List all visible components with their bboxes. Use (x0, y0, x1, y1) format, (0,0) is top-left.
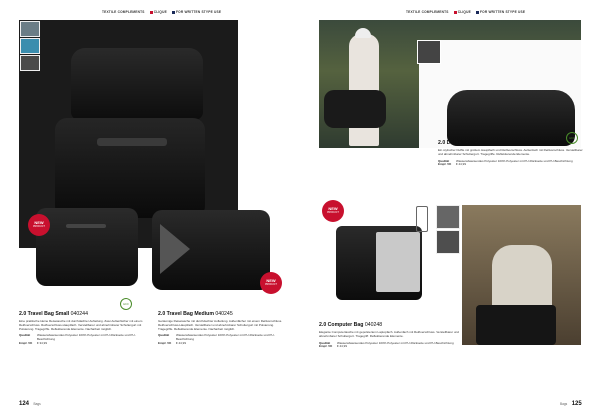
travel-bag-medium-image (152, 210, 270, 290)
eco-label: ECO (123, 302, 129, 306)
product-description: Geräumige Reisetasche mit durchdachter Aufteilung. Außenfächer mit einem Reißverschluss. Reißverschluss-Hauptfach. Verstellbarer und abnehmbarer Schultergurt mit Polsterung. Tragegriffe. Reflektierende Elemente. Nacharbeit möglich. (158, 319, 283, 331)
product-title (19, 311, 144, 317)
detail-swatch (417, 40, 441, 64)
header-left (102, 10, 221, 14)
product-name: 2.0 Travel Bag Medium (158, 311, 214, 317)
spec-row (438, 163, 583, 167)
header-brand3: FOR WRITTEN STYPE USE (176, 10, 222, 14)
spec-value: € 44,99 (337, 344, 348, 349)
spec-key: Empf. VK (158, 340, 172, 345)
tablet-icon (416, 206, 428, 232)
duffle-carried (324, 90, 386, 128)
product-computer-block (319, 322, 459, 349)
spec-value: Wasserabweisendes Polyester 100% Polyester mit PU-Rückseite und PU-Beschichtung (337, 340, 454, 345)
footer-left (19, 392, 41, 410)
footer-right (560, 392, 582, 410)
page-number: 125 (571, 401, 582, 407)
spec-row (158, 342, 283, 346)
spec-key: Qualität (19, 333, 31, 338)
detail-swatch (20, 21, 40, 37)
badge-label: NEW (34, 220, 44, 225)
cap-shape (355, 28, 371, 38)
page-section: Bags (33, 402, 41, 406)
product-name: 2.0 Duffle (438, 140, 462, 146)
product-small-block (19, 311, 144, 346)
header-right (406, 10, 525, 14)
page-number: 124 (19, 401, 30, 407)
badge-label: NEW (328, 206, 338, 211)
spec-value: Wasserabweisendes Polyester 100% Polyester mit PU-Rückseite und PU-Beschichtung (37, 333, 136, 342)
product-title (319, 322, 459, 328)
bag-shape (55, 118, 205, 218)
product-title (158, 311, 283, 317)
eco-label: ECO (569, 136, 575, 140)
spec-value: Wasserabweisendes Polyester 100% Polyester mit PU-Rückseite und PU-Beschichtung (456, 158, 573, 163)
new-product-badge (28, 214, 50, 236)
badge-sub: PRODUCT (33, 225, 45, 228)
product-description: Ein stylischer Duffle mit großem Hauptfach und Reißverschluss. Außenfach mit Reißverschluss. Verstellbarer und abnehmbarer Schultergurt. Tragegriffe. Reflektierende Elemente. (438, 148, 583, 156)
duffle-image (447, 90, 575, 146)
product-name: 2.0 Computer Bag (319, 322, 364, 328)
computer-bag-lifestyle-photo (462, 205, 581, 345)
badge-label: NEW (266, 278, 276, 283)
spec-value: € 34,99 (37, 340, 48, 345)
header-brand: TEXTILE COMPLEMENTS (406, 10, 449, 14)
badge-sub: PRODUCT (327, 211, 339, 214)
bag-shape (71, 48, 203, 120)
spec-value: Wasserabweisendes Polyester 100% Polyester mit PU-Rückseite und PU-Beschichtung (176, 333, 275, 342)
product-duffle-block (438, 140, 583, 167)
bag-panel (160, 224, 190, 274)
spec-key: Empf. VK (319, 344, 333, 349)
flag-icon (150, 11, 153, 14)
detail-swatch (20, 55, 40, 71)
header-brand3: FOR WRITTEN STYPE USE (480, 10, 526, 14)
header-brand2: CLIQUE (457, 10, 471, 14)
badge-sub: PRODUCT (265, 283, 277, 286)
computer-bag-image (336, 226, 422, 300)
detail-swatch (20, 38, 40, 54)
eco-icon (120, 298, 132, 310)
product-description: Eine praktische kleine Reisetasche mit durchdachter Aufteilung. Zwei Außenfächer mit einem Reißverschluss. Reißverschluss-Hauptfach. Verstellbarer und abnehmbarer Schultergurt mit Polsterung. Tragegriffe. Reflektierende Elemente. Nacharbeit möglich. (19, 319, 143, 331)
product-code: 040248 (364, 322, 383, 328)
laptop-sleeve (376, 232, 420, 292)
header-brand: TEXTILE COMPLEMENTS (102, 10, 145, 14)
new-product-badge (260, 272, 282, 294)
spec-key: Empf. VK (19, 340, 33, 345)
travel-bag-small-image (36, 208, 138, 286)
flag-icon (172, 11, 175, 14)
duffle-lifestyle-photo (319, 20, 581, 148)
bag-handle (66, 224, 106, 228)
product-code: 040246 (462, 140, 481, 146)
product-code: 040244 (70, 311, 88, 317)
product-title (438, 140, 583, 146)
spec-value: € 44,99 (456, 162, 467, 167)
page-section: Bags (560, 402, 568, 406)
spec-key: Qualität (438, 158, 450, 163)
computer-bag-carried (476, 305, 556, 345)
spec-key: Empf. VK (438, 162, 452, 167)
spec-key: Qualität (158, 333, 170, 338)
spec-row (319, 345, 459, 349)
product-description: Elegante Computertasche mit gepolstertem Laptopfach. Außenfach mit Reißverschluss. Verstellbarer und abnehmbarer Schultergurt. Tragegriff. Reflektierende Elemente. (319, 330, 459, 338)
spec-row (19, 342, 144, 346)
flag-icon (454, 11, 457, 14)
product-medium-block (158, 311, 283, 346)
bag-strap (97, 138, 167, 146)
new-product-badge (322, 200, 344, 222)
detail-swatch (436, 205, 460, 229)
product-name: 2.0 Travel Bag Small (19, 311, 70, 317)
flag-icon (476, 11, 479, 14)
detail-swatch (436, 230, 460, 254)
product-code: 040245 (215, 311, 233, 317)
header-brand2: CLIQUE (153, 10, 167, 14)
spec-value: € 44,99 (176, 340, 187, 345)
spec-key: Qualität (319, 340, 331, 345)
